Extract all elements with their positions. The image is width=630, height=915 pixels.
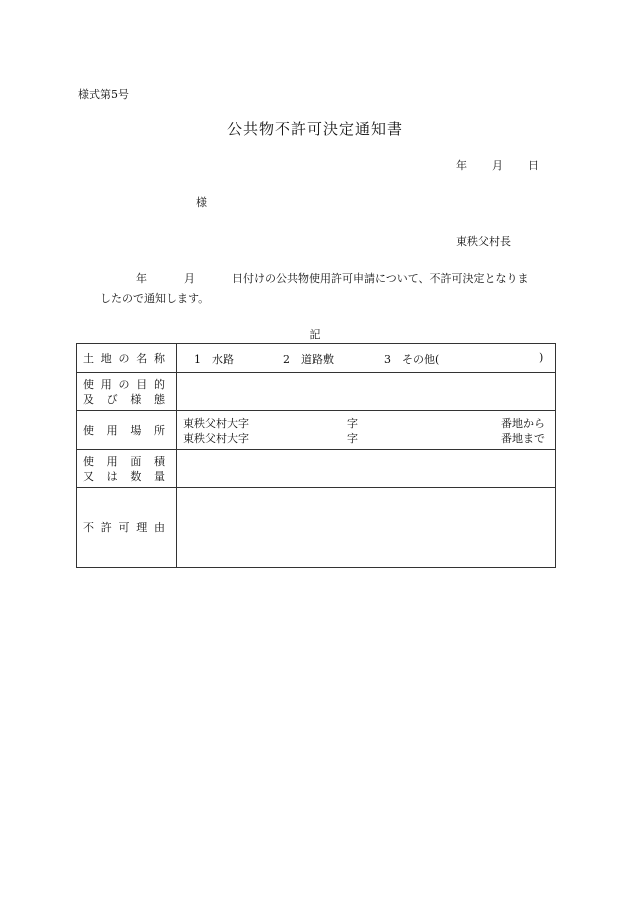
date-month: 月 [492,159,503,172]
area-row [77,450,556,488]
place-from: 番地から [501,417,545,430]
label-char: 使 [83,454,94,468]
place-label [77,411,177,450]
addressee-suffix: 様 [196,196,207,209]
label-char: 面 [130,454,142,468]
place-row [77,411,556,450]
place-aza-from: 字 [347,417,358,430]
issuer-name: 東秩父村長 [456,235,511,248]
option-other-close: ) [539,351,544,364]
label-char: 許 [100,521,112,534]
label-char: 及 [83,392,94,406]
label-char: 用 [106,454,118,468]
place-village-from: 東秩父村大字 [183,417,249,430]
label-char: 態 [153,392,165,406]
land-name-options [177,344,556,373]
label-char: 積 [153,454,165,468]
label-char: 土 [83,351,94,365]
place-village-to: 東秩父村大字 [183,432,249,445]
label-char: 理 [136,521,148,534]
label-char: び [106,392,118,406]
form-number: 様式第5号 [78,88,129,101]
label-char: 使 [83,423,94,437]
purpose-label [77,373,177,411]
area-label [77,450,177,488]
label-char: 用 [100,377,112,391]
purpose-row [77,373,556,411]
label-char: 所 [153,423,165,437]
label-char: は [106,469,118,483]
place-field[interactable] [177,411,556,450]
label-char: 名 [136,351,148,365]
label-char: の [118,351,130,365]
label-char: 目 [136,377,148,391]
body-year: 年 [136,272,147,285]
reason-field[interactable] [177,488,556,568]
label-char: 場 [130,423,142,437]
reason-row [77,488,556,568]
date-year: 年 [456,159,467,172]
reason-label [77,488,177,568]
body-line1-rest: 日付けの公共物使用許可申請について、不許可決定となりま [232,272,529,285]
label-char: 的 [154,377,165,391]
label-char: 用 [106,423,118,437]
details-table [76,343,556,568]
label-char: 地 [100,351,112,365]
area-field[interactable] [177,450,556,488]
date-day: 日 [528,159,539,172]
label-char: 使 [83,377,94,391]
land-name-row [77,344,556,373]
label-char: 可 [118,521,130,534]
document-title: 公共物不許可決定通知書 [226,120,403,138]
label-char: 量 [153,469,165,483]
body-month: 月 [184,272,195,285]
place-to: 番地まで [501,432,545,445]
label-char: の [118,377,130,391]
option-waterway[interactable]: 1 水路 [194,353,234,366]
label-char: 称 [154,351,165,365]
label-char: 数 [130,469,142,483]
purpose-field[interactable] [177,373,556,411]
place-aza-to: 字 [347,432,358,445]
option-other[interactable]: 3 その他( [384,353,440,366]
label-char: 又 [83,469,94,483]
label-char: 不 [83,521,94,534]
option-road[interactable]: 2 道路敷 [283,353,334,366]
body-line2: したので通知します。 [100,292,210,305]
ki-heading: 記 [309,328,321,341]
land-name-label [77,344,177,373]
label-char: 様 [130,392,142,406]
label-char: 由 [154,521,165,534]
